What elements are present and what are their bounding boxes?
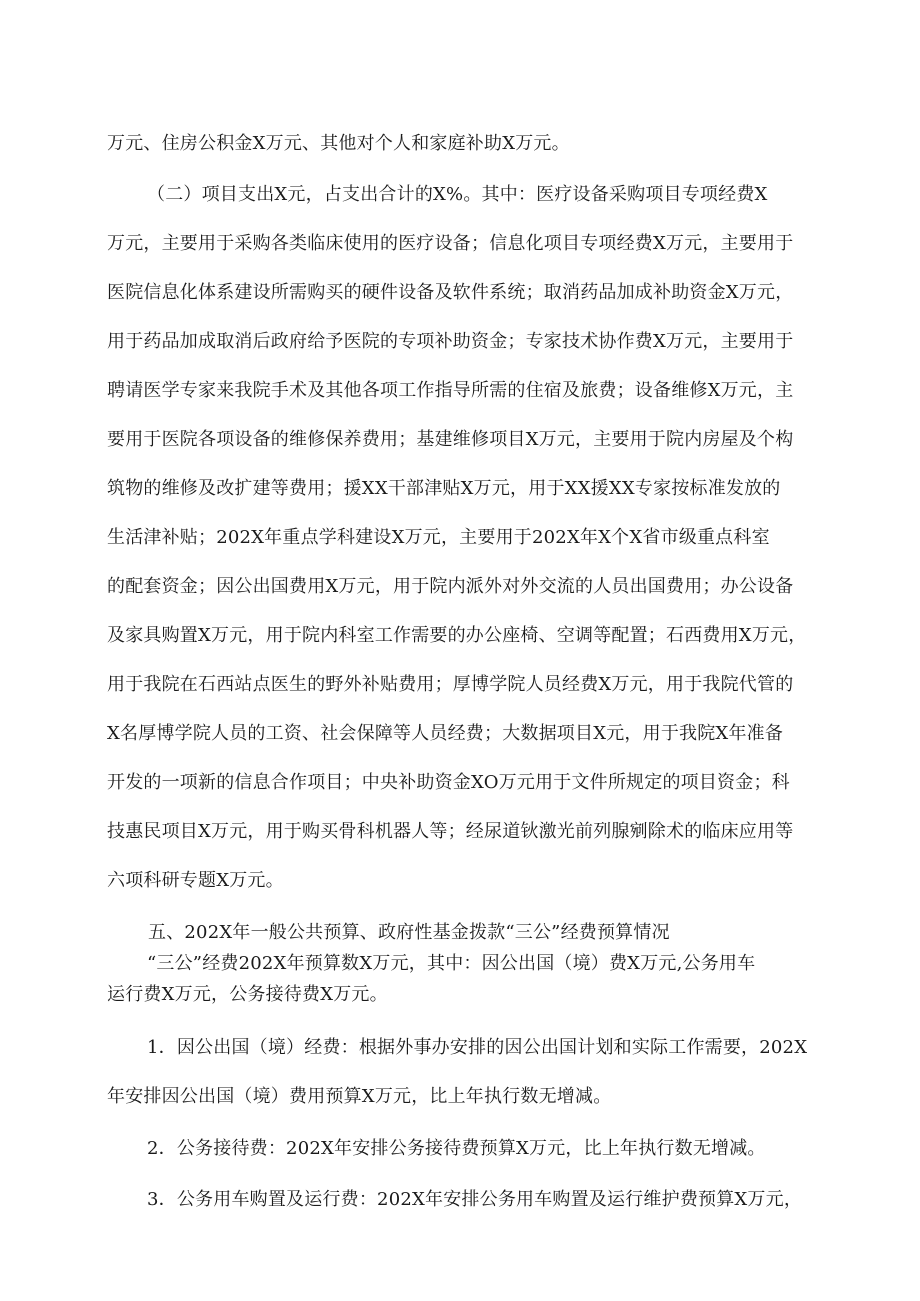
text-line: 生活津补贴；202X年重点学科建设X万元，主要用于202X年X个X省市级重点科室: [107, 527, 770, 548]
text-line: 万元，主要用于采购各类临床使用的医疗设备；信息化项目专项经费X万元，主要用于: [107, 233, 794, 254]
text-line: 万元、住房公积金X万元、其他对个人和家庭补助X万元。: [107, 133, 570, 154]
text-line: 筑物的维修及改扩建等费用；援XX干部津贴X万元，用于XX援XX专家按标准发放的: [107, 478, 781, 499]
text-line: 运行费X万元，公务接待费X万元。: [107, 984, 388, 1005]
text-line: X名厚博学院人员的工资、社会保障等人员经费；大数据项目X元，用于我院X年准备: [107, 723, 784, 744]
text-line: 要用于医院各项设备的维修保养费用；基建维修项目X万元，主要用于院内房屋及个构: [107, 429, 794, 450]
section-heading: 五、202X年一般公共预算、政府性基金拨款“三公”经费预算情况: [148, 922, 670, 943]
list-item-1: 1．因公出国（境）经费：根据外事办安排的因公出国计划和实际工作需要，202X: [147, 1037, 808, 1058]
text-line: 的配套资金；因公出国费用X万元，用于院内派外对外交流的人员出国费用；办公设备: [107, 576, 794, 597]
text-line: 年安排因公出国（境）费用预算X万元，比上年执行数无增减。: [107, 1086, 612, 1107]
list-item-2: 2．公务接待费：202X年安排公务接待费预算X万元，比上年执行数无增减。: [147, 1138, 766, 1159]
text-line: 开发的一项新的信息合作项目；中央补助资金XO万元用于文件所规定的项目资金；科: [107, 772, 790, 793]
text-line: 聘请医学专家来我院手术及其他各项工作指导所需的住宿及旅费；设备维修X万元，主: [107, 380, 794, 401]
paragraph-three-public: “三公”经费202X年预算数X万元，其中：因公出国（境）费X万元,公务用车: [147, 953, 756, 974]
text-line: 用于我院在石西站点医生的野外补贴费用；厚博学院人员经费X万元，用于我院代管的: [107, 674, 794, 695]
paragraph-project-expenditure: （二）项目支出X元，占支出合计的X%。其中：医疗设备采购项目专项经费X: [147, 184, 768, 205]
list-item-3: 3．公务用车购置及运行费：202X年安排公务用车购置及运行维护费预算X万元，: [147, 1189, 803, 1210]
text-line: 及家具购置X万元，用于院内科室工作需要的办公座椅、空调等配置；石西费用X万元，: [107, 625, 807, 646]
text-line: 用于药品加成取消后政府给予医院的专项补助资金；专家技术协作费X万元，主要用于: [107, 331, 794, 352]
text-line: 六项科研专题X万元。: [107, 870, 284, 891]
text-line: 医院信息化体系建设所需购买的硬件设备及软件系统；取消药品加成补助资金X万元，: [107, 282, 794, 303]
text-line: 技惠民项目X万元，用于购买骨科机器人等；经尿道钬激光前列腺剜除术的临床应用等: [107, 821, 794, 842]
